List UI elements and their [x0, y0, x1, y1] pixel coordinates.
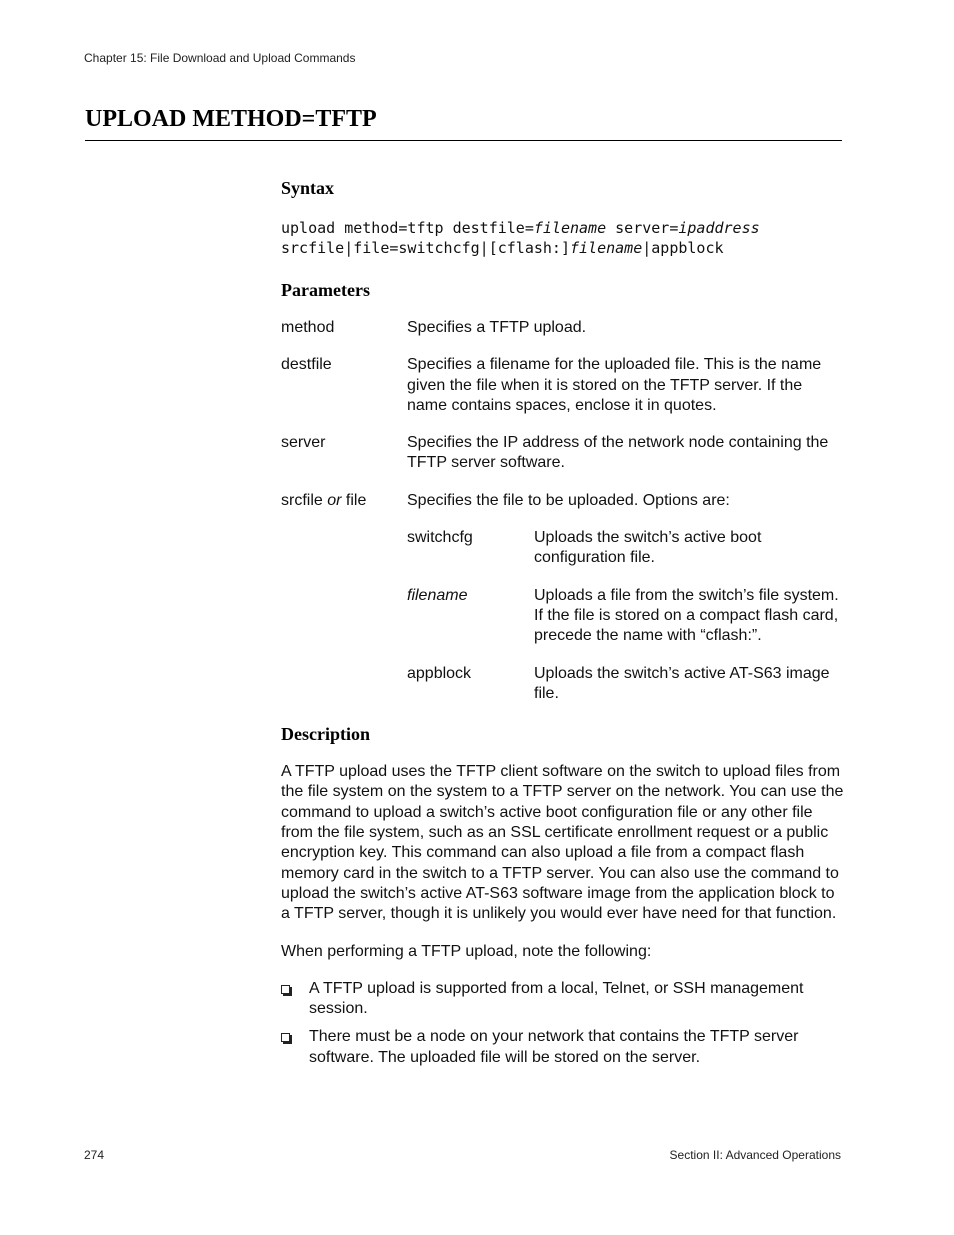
syntax-text: srcfile|file=switchcfg|[cflash:]: [281, 239, 570, 257]
option-name: filename: [407, 586, 468, 604]
content-column: [281, 178, 846, 1076]
list-item: [281, 1027, 846, 1068]
syntax-heading: Syntax: [281, 178, 335, 198]
syntax-variable: ipaddress: [678, 219, 760, 237]
checkbox-bullet-icon: [281, 979, 309, 1020]
srcfile-description: Specifies the file to be uploaded. Options are:: [407, 491, 730, 509]
option-description: Uploads the switch’s active boot configuration file.: [534, 529, 762, 567]
param-row-destfile: [281, 355, 846, 416]
param-name: destfile: [281, 356, 332, 374]
syntax-line-1: [281, 218, 846, 238]
syntax-variable: filename: [533, 219, 607, 237]
page-title: UPLOAD METHOD=TFTP: [85, 106, 377, 132]
param-row-server: [281, 433, 846, 474]
list-item: [281, 979, 846, 1020]
param-description: Specifies the IP address of the network node containing the TFTP server software.: [407, 434, 829, 472]
title-rule: [85, 140, 842, 141]
option-name: appblock: [407, 664, 472, 682]
syntax-block: [281, 218, 846, 258]
param-name-or: or: [327, 491, 342, 509]
param-description: Specifies a filename for the uploaded file. This is the name given the file when it is stored on the TFTP server. If the name contains spaces, enclose it in quotes.: [407, 356, 822, 414]
syntax-text: server=: [606, 219, 679, 237]
description-paragraph: When performing a TFTP upload, note the following:: [281, 942, 652, 960]
param-name: method: [281, 319, 335, 336]
param-name-text: srcfile: [281, 491, 328, 509]
notes-list: [281, 979, 846, 1068]
srcfile-options: [407, 528, 842, 704]
syntax-text: |appblock: [642, 239, 724, 257]
option-row-switchcfg: [407, 528, 842, 569]
option-description: Uploads the switch’s active AT-S63 image file.: [534, 664, 830, 702]
param-name-text: file: [341, 491, 367, 509]
syntax-text: upload method=tftp destfile=: [281, 219, 534, 237]
list-item-text: There must be a node on your network that contains the TFTP server software. The uploaded file will be stored on the server.: [309, 1028, 799, 1066]
description-paragraph: A TFTP upload uses the TFTP client software on the switch to upload files from the file system on the system to a TFTP server on the network. You can use the command to upload a switch’s active boot configuration file or any other file from the file system, such as an SSL certificate enrollment request or a public encryption key. This command can also upload a file from a compact flash memory card in the switch to a TFTP server. You can also use the command to upload the switch’s active AT-S63 software image from the application block to a TFTP server, though it is unlikely you would ever have need for that function.: [281, 763, 844, 923]
syntax-variable: filename: [569, 239, 643, 257]
param-row-method: [281, 318, 846, 338]
running-footer: Section II: Advanced Operations: [669, 1148, 841, 1162]
parameters-heading: Parameters: [281, 280, 370, 300]
param-row-srcfile: [281, 491, 846, 704]
parameters-list: [281, 318, 846, 704]
running-header: Chapter 15: File Download and Upload Commands: [84, 51, 356, 65]
syntax-line-2: [281, 238, 846, 258]
param-description: Specifies a TFTP upload.: [407, 319, 587, 336]
list-item-text: A TFTP upload is supported from a local, Telnet, or SSH management session.: [309, 979, 804, 1018]
option-name: switchcfg: [407, 529, 473, 547]
param-name: [281, 491, 407, 704]
param-description: [407, 491, 842, 704]
param-name: server: [281, 434, 326, 452]
option-description: Uploads a file from the switch’s file system. If the file is stored on a compact flash card, precede the name with “cflash:”.: [534, 586, 839, 645]
option-row-filename: [407, 586, 842, 647]
description-heading: Description: [281, 724, 370, 745]
checkbox-bullet-icon: [281, 1027, 309, 1068]
page-number: 274: [84, 1148, 105, 1162]
option-row-appblock: [407, 664, 842, 705]
